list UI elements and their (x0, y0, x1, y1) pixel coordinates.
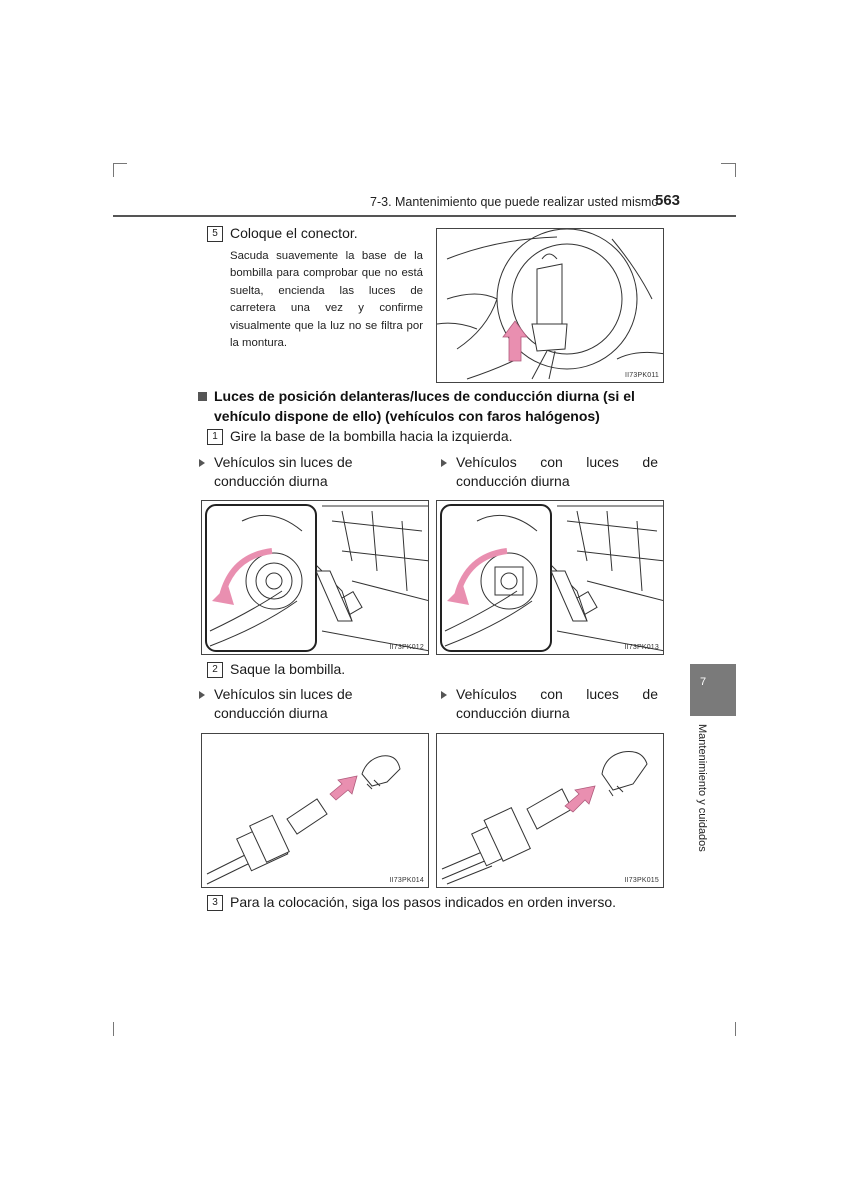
chapter-tab (690, 664, 736, 716)
variant-label-right: Vehículos con luces de conducción diurna (456, 454, 658, 489)
header-rule (113, 215, 736, 217)
crop-mark-tl-v (113, 163, 114, 177)
figure-rotate-base-right (436, 500, 664, 655)
step-title: Saque la bombilla. (230, 661, 346, 677)
figure-code: II73PK011 (625, 372, 659, 379)
step-title: Coloque el conector. (230, 225, 358, 241)
step-number: 1 (207, 429, 223, 445)
figure-rotate-base-left (201, 500, 429, 655)
step-body: Sacuda suavemente la base de la bombilla para comprobar que no está suelta, encienda las luces de carretera una vez y confirme visualmente que la luz no se filtra por la montura. (230, 250, 423, 350)
figure-code: II73PK014 (389, 877, 424, 884)
figure-connector-bulb (436, 228, 664, 383)
section-marker (198, 392, 207, 401)
section-title: 7-3. Mantenimiento que puede realizar usted mismo (370, 195, 659, 209)
variant-label-left: Vehículos sin luces de conducción diurna (214, 454, 353, 489)
step-title: Para la colocación, siga los pasos indicados en orden inverso. (230, 894, 617, 910)
illustration-connector (437, 229, 664, 383)
section-heading: Luces de posición delanteras/luces de conducción diurna (si el vehículo dispone de ello) (vehículos con faros halógenos) (214, 388, 635, 424)
crop-mark-br (735, 1022, 736, 1036)
figure-code: II73PK012 (389, 644, 424, 651)
chapter-number: 7 (700, 676, 707, 688)
variant-label-left: Vehículos sin luces de conducción diurna (214, 686, 353, 721)
variant-label-right: Vehículos con luces de conducción diurna (456, 686, 658, 721)
page-number: 563 (655, 192, 681, 209)
step-number: 3 (207, 895, 223, 911)
illustration-bulb-right (437, 734, 664, 888)
crop-mark-bl (113, 1022, 114, 1036)
step-number: 5 (207, 226, 223, 242)
crop-mark-tr-h (721, 163, 735, 164)
illustration-bulb-left (202, 734, 429, 888)
bullet-triangle (199, 691, 205, 699)
step-title: Gire la base de la bombilla hacia la izquierda. (230, 428, 513, 444)
illustration-rotate-left (202, 501, 429, 655)
step-number: 2 (207, 662, 223, 678)
figure-code: II73PK015 (624, 877, 659, 884)
figure-code: II73PK013 (624, 644, 659, 651)
figure-remove-bulb-left (201, 733, 429, 888)
chapter-title: Mantenimiento y cuidados (696, 724, 708, 852)
bullet-triangle (199, 459, 205, 467)
bullet-triangle (441, 691, 447, 699)
figure-remove-bulb-right (436, 733, 664, 888)
crop-mark-tl-h (113, 163, 127, 164)
illustration-rotate-right (437, 501, 664, 655)
bullet-triangle (441, 459, 447, 467)
crop-mark-tr-v (735, 163, 736, 177)
